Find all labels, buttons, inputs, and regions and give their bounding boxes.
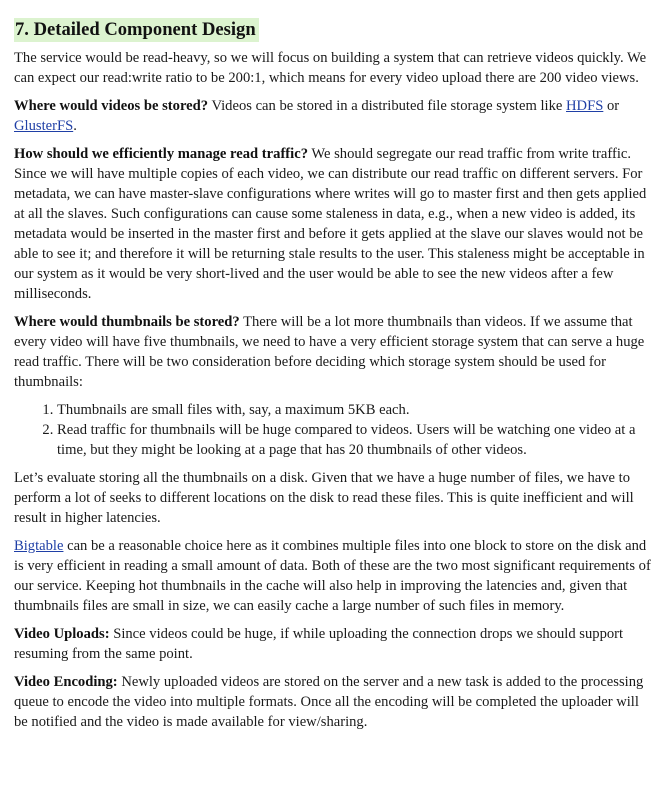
disk-paragraph: Let’s evaluate storing all the thumbnails on a disk. Given that we have a huge number of files, we have to perform a lot of seeks to different locations on the disk to read these files. This is quite inefficient and will result in higher latencies. (14, 470, 634, 526)
hdfs-link[interactable]: HDFS (566, 98, 604, 114)
thumbnails-text: There will be a lot more thumbnails than videos. If we assume that every video will have five thumbnails, we need to have a very efficient storage system that can serve a huge read traffic. There will be two consideration before deciding which storage system should be used for thumbnails: (14, 314, 645, 390)
uploads-text: Since videos could be huge, if while uploading the connection drops we should support resuming from the same point. (14, 626, 624, 662)
section-heading: 7. Detailed Component Design (14, 18, 259, 42)
storage-question: Where would videos be stored? (14, 98, 209, 114)
storage-or: or (603, 98, 620, 114)
encoding-paragraph (14, 672, 654, 732)
uploads-paragraph (14, 624, 654, 664)
thumbnail-considerations-list (14, 400, 654, 460)
read-traffic-question: How should we efficiently manage read traffic? (14, 146, 308, 162)
storage-period: . (73, 118, 77, 134)
bigtable-paragraph (14, 536, 654, 616)
read-traffic-paragraph (14, 144, 654, 304)
bigtable-link[interactable]: Bigtable (14, 538, 64, 554)
encoding-lead: Video Encoding: (14, 674, 118, 690)
bigtable-text: can be a reasonable choice here as it combines multiple files into one block to store on the disk and is very efficient in reading a small amount of data. Both of these are the two most significant requirements of our service. Keeping hot thumbnails in the cache will also help in improving the latencies and, given that thumbnails files are small in size, we can easily cache a large number of such files in memory. (14, 538, 651, 614)
thumbnails-question: Where would thumbnails be stored? (14, 314, 240, 330)
storage-text: Videos can be stored in a distributed file storage system like (208, 98, 567, 114)
thumbnails-paragraph (14, 312, 654, 392)
encoding-text: Newly uploaded videos are stored on the server and a new task is added to the processing queue to encode the video into multiple formats. Once all the encoding will be completed the uploader will be notified and the video is made available for view/sharing. (14, 674, 644, 730)
list-item: 1. Thumbnails are small files with, say, a maximum 5KB each. (57, 400, 654, 420)
uploads-lead: Video Uploads: (14, 626, 110, 642)
storage-paragraph (14, 96, 654, 136)
glusterfs-link[interactable]: GlusterFS (14, 118, 74, 134)
intro-paragraph: The service would be read-heavy, so we will focus on building a system that can retrieve videos quickly. We can expect our read:write ratio to be 200:1, which means for every video upload there are 200 video views. (14, 50, 647, 86)
read-traffic-text: We should segregate our read traffic from write traffic. Since we will have multiple copies of each video, we can distribute our read traffic on different servers. For metadata, we can have master-slave configurations where writes will go to master first and then gets applied at all the slaves. Such configurations can cause some staleness in data, e.g., when a new video is added, its metadata would be inserted in the master first and before it gets applied at the slave our slaves would not be able to see it; and therefore it will be returning stale results to the user. This staleness might be acceptable in our system as it would be very short-lived and the user would be able to see the new videos after a few milliseconds. (14, 146, 647, 302)
list-item: 2. Read traffic for thumbnails will be huge compared to videos. Users will be watching one video at a time, but they might be looking at a page that has 20 thumbnails of other videos. (57, 420, 654, 460)
